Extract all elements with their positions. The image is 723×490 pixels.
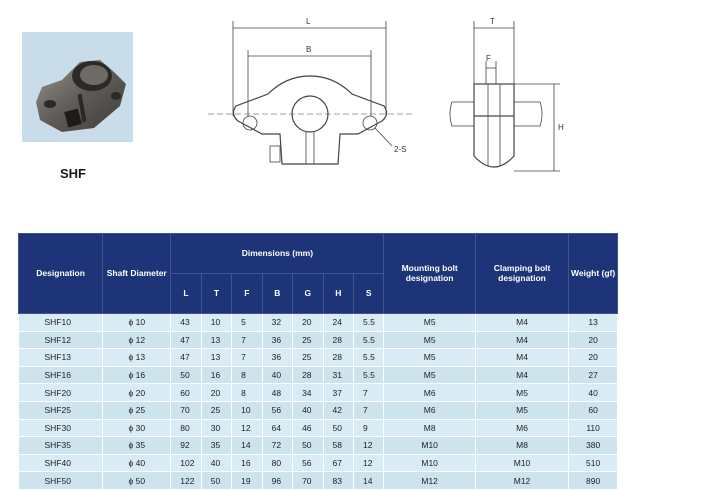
- header-dim-L: L: [171, 274, 201, 314]
- cell-shaft-diameter: ϕ 40: [103, 454, 171, 472]
- cell-dim-H: 42: [323, 401, 353, 419]
- cell-mounting-bolt: M6: [384, 384, 475, 402]
- cell-shaft-diameter: ϕ 50: [103, 472, 171, 490]
- cell-weight: 20: [569, 349, 618, 367]
- cell-dim-L: 47: [171, 349, 201, 367]
- dim-label-F: F: [486, 54, 491, 63]
- cell-dim-L: 80: [171, 419, 201, 437]
- cell-dim-F: 8: [232, 366, 262, 384]
- cell-weight: 890: [569, 472, 618, 490]
- cell-dim-L: 70: [171, 401, 201, 419]
- header-dimensions: Dimensions (mm): [171, 234, 384, 274]
- front-view-drawing: [208, 6, 418, 176]
- cell-dim-T: 13: [201, 331, 231, 349]
- table-row: [19, 366, 618, 384]
- cell-dim-H: 31: [323, 366, 353, 384]
- cell-dim-S: 12: [353, 454, 383, 472]
- cell-dim-B: 80: [262, 454, 292, 472]
- cell-dim-L: 102: [171, 454, 201, 472]
- cell-designation: SHF35: [19, 437, 103, 455]
- cell-dim-T: 30: [201, 419, 231, 437]
- header-designation: Designation: [19, 234, 103, 314]
- cell-mounting-bolt: M12: [384, 472, 475, 490]
- table-row: [19, 472, 618, 490]
- cell-clamping-bolt: M5: [475, 384, 568, 402]
- dim-label-T: T: [490, 17, 495, 26]
- header-clamping-bolt: Clamping bolt designation: [475, 234, 568, 314]
- table-row: [19, 454, 618, 472]
- cell-dim-G: 20: [293, 314, 323, 332]
- cell-mounting-bolt: M5: [384, 366, 475, 384]
- cell-shaft-diameter: ϕ 13: [103, 349, 171, 367]
- cell-dim-B: 56: [262, 401, 292, 419]
- cell-designation: SHF16: [19, 366, 103, 384]
- cell-shaft-diameter: ϕ 16: [103, 366, 171, 384]
- header-dim-H: H: [323, 274, 353, 314]
- cell-designation: SHF40: [19, 454, 103, 472]
- dim-label-B: B: [306, 45, 312, 54]
- cell-dim-H: 58: [323, 437, 353, 455]
- header-dim-F: F: [232, 274, 262, 314]
- table-row: [19, 314, 618, 332]
- cell-dim-H: 24: [323, 314, 353, 332]
- table-row: [19, 401, 618, 419]
- cell-clamping-bolt: M8: [475, 437, 568, 455]
- cell-mounting-bolt: M5: [384, 349, 475, 367]
- cell-dim-G: 28: [293, 366, 323, 384]
- cell-dim-L: 50: [171, 366, 201, 384]
- cell-dim-L: 60: [171, 384, 201, 402]
- table-row: [19, 384, 618, 402]
- cell-mounting-bolt: M5: [384, 314, 475, 332]
- table-row: [19, 419, 618, 437]
- cell-designation: SHF50: [19, 472, 103, 490]
- cell-dim-S: 7: [353, 401, 383, 419]
- cell-dim-B: 36: [262, 349, 292, 367]
- cell-dim-G: 34: [293, 384, 323, 402]
- cell-designation: SHF12: [19, 331, 103, 349]
- cell-mounting-bolt: M10: [384, 437, 475, 455]
- cell-mounting-bolt: M10: [384, 454, 475, 472]
- product-photo: [22, 32, 133, 142]
- cell-weight: 110: [569, 419, 618, 437]
- cell-dim-T: 35: [201, 437, 231, 455]
- cell-weight: 380: [569, 437, 618, 455]
- cell-dim-F: 14: [232, 437, 262, 455]
- cell-dim-F: 19: [232, 472, 262, 490]
- cell-weight: 27: [569, 366, 618, 384]
- cell-shaft-diameter: ϕ 12: [103, 331, 171, 349]
- cell-dim-T: 20: [201, 384, 231, 402]
- cell-shaft-diameter: ϕ 20: [103, 384, 171, 402]
- cell-mounting-bolt: M8: [384, 419, 475, 437]
- cell-weight: 60: [569, 401, 618, 419]
- dim-label-2S: 2-S: [394, 145, 407, 154]
- cell-shaft-diameter: ϕ 30: [103, 419, 171, 437]
- cell-dim-L: 122: [171, 472, 201, 490]
- cell-dim-B: 40: [262, 366, 292, 384]
- cell-dim-H: 37: [323, 384, 353, 402]
- cell-dim-G: 70: [293, 472, 323, 490]
- cell-dim-S: 5.5: [353, 331, 383, 349]
- cell-dim-T: 16: [201, 366, 231, 384]
- header-dim-T: T: [201, 274, 231, 314]
- cell-dim-H: 67: [323, 454, 353, 472]
- cell-dim-B: 64: [262, 419, 292, 437]
- cell-dim-G: 40: [293, 401, 323, 419]
- cell-clamping-bolt: M5: [475, 401, 568, 419]
- cell-designation: SHF20: [19, 384, 103, 402]
- cell-weight: 20: [569, 331, 618, 349]
- cell-dim-F: 16: [232, 454, 262, 472]
- cell-designation: SHF10: [19, 314, 103, 332]
- cell-dim-G: 50: [293, 437, 323, 455]
- cell-dim-H: 28: [323, 349, 353, 367]
- cell-designation: SHF25: [19, 401, 103, 419]
- cell-dim-F: 5: [232, 314, 262, 332]
- cell-dim-L: 47: [171, 331, 201, 349]
- cell-dim-F: 10: [232, 401, 262, 419]
- header-mounting-bolt: Mounting bolt designation: [384, 234, 475, 314]
- spec-table: [18, 233, 618, 490]
- cell-dim-T: 13: [201, 349, 231, 367]
- cell-dim-G: 56: [293, 454, 323, 472]
- cell-clamping-bolt: M10: [475, 454, 568, 472]
- cell-dim-S: 5.5: [353, 366, 383, 384]
- cell-dim-F: 12: [232, 419, 262, 437]
- cell-shaft-diameter: ϕ 10: [103, 314, 171, 332]
- cell-dim-T: 25: [201, 401, 231, 419]
- dim-label-H: H: [558, 123, 564, 132]
- cell-clamping-bolt: M4: [475, 349, 568, 367]
- cell-weight: 510: [569, 454, 618, 472]
- product-name: SHF: [60, 166, 86, 181]
- cell-dim-S: 7: [353, 384, 383, 402]
- table-row: [19, 331, 618, 349]
- cell-dim-T: 40: [201, 454, 231, 472]
- cell-dim-S: 5.5: [353, 349, 383, 367]
- side-view-drawing: [448, 6, 578, 176]
- cell-shaft-diameter: ϕ 35: [103, 437, 171, 455]
- cell-clamping-bolt: M6: [475, 419, 568, 437]
- header-dim-B: B: [262, 274, 292, 314]
- cell-shaft-diameter: ϕ 25: [103, 401, 171, 419]
- cell-dim-T: 50: [201, 472, 231, 490]
- spec-table-body: [19, 314, 618, 490]
- header-dim-G: G: [293, 274, 323, 314]
- cell-dim-B: 72: [262, 437, 292, 455]
- header-dim-S: S: [353, 274, 383, 314]
- cell-dim-B: 36: [262, 331, 292, 349]
- cell-mounting-bolt: M6: [384, 401, 475, 419]
- cell-dim-S: 12: [353, 437, 383, 455]
- cell-dim-F: 7: [232, 349, 262, 367]
- cell-dim-S: 9: [353, 419, 383, 437]
- cell-clamping-bolt: M12: [475, 472, 568, 490]
- cell-dim-F: 8: [232, 384, 262, 402]
- cell-dim-G: 25: [293, 349, 323, 367]
- cell-dim-B: 48: [262, 384, 292, 402]
- cell-dim-B: 32: [262, 314, 292, 332]
- header-weight: Weight (gf): [569, 234, 618, 314]
- cell-clamping-bolt: M4: [475, 366, 568, 384]
- cell-dim-S: 14: [353, 472, 383, 490]
- cell-dim-B: 96: [262, 472, 292, 490]
- cell-weight: 13: [569, 314, 618, 332]
- header-shaft-diameter: Shaft Diameter: [103, 234, 171, 314]
- cell-dim-G: 46: [293, 419, 323, 437]
- cell-clamping-bolt: M4: [475, 314, 568, 332]
- cell-dim-T: 10: [201, 314, 231, 332]
- cell-dim-G: 25: [293, 331, 323, 349]
- cell-dim-S: 5.5: [353, 314, 383, 332]
- cell-clamping-bolt: M4: [475, 331, 568, 349]
- table-row: [19, 437, 618, 455]
- cell-dim-H: 50: [323, 419, 353, 437]
- cell-designation: SHF30: [19, 419, 103, 437]
- cell-dim-H: 28: [323, 331, 353, 349]
- shaft-support-image: [22, 32, 133, 142]
- cell-mounting-bolt: M5: [384, 331, 475, 349]
- dim-label-L: L: [306, 17, 311, 26]
- cell-weight: 40: [569, 384, 618, 402]
- cell-dim-F: 7: [232, 331, 262, 349]
- cell-designation: SHF13: [19, 349, 103, 367]
- cell-dim-L: 43: [171, 314, 201, 332]
- table-row: [19, 349, 618, 367]
- cell-dim-L: 92: [171, 437, 201, 455]
- cell-dim-H: 83: [323, 472, 353, 490]
